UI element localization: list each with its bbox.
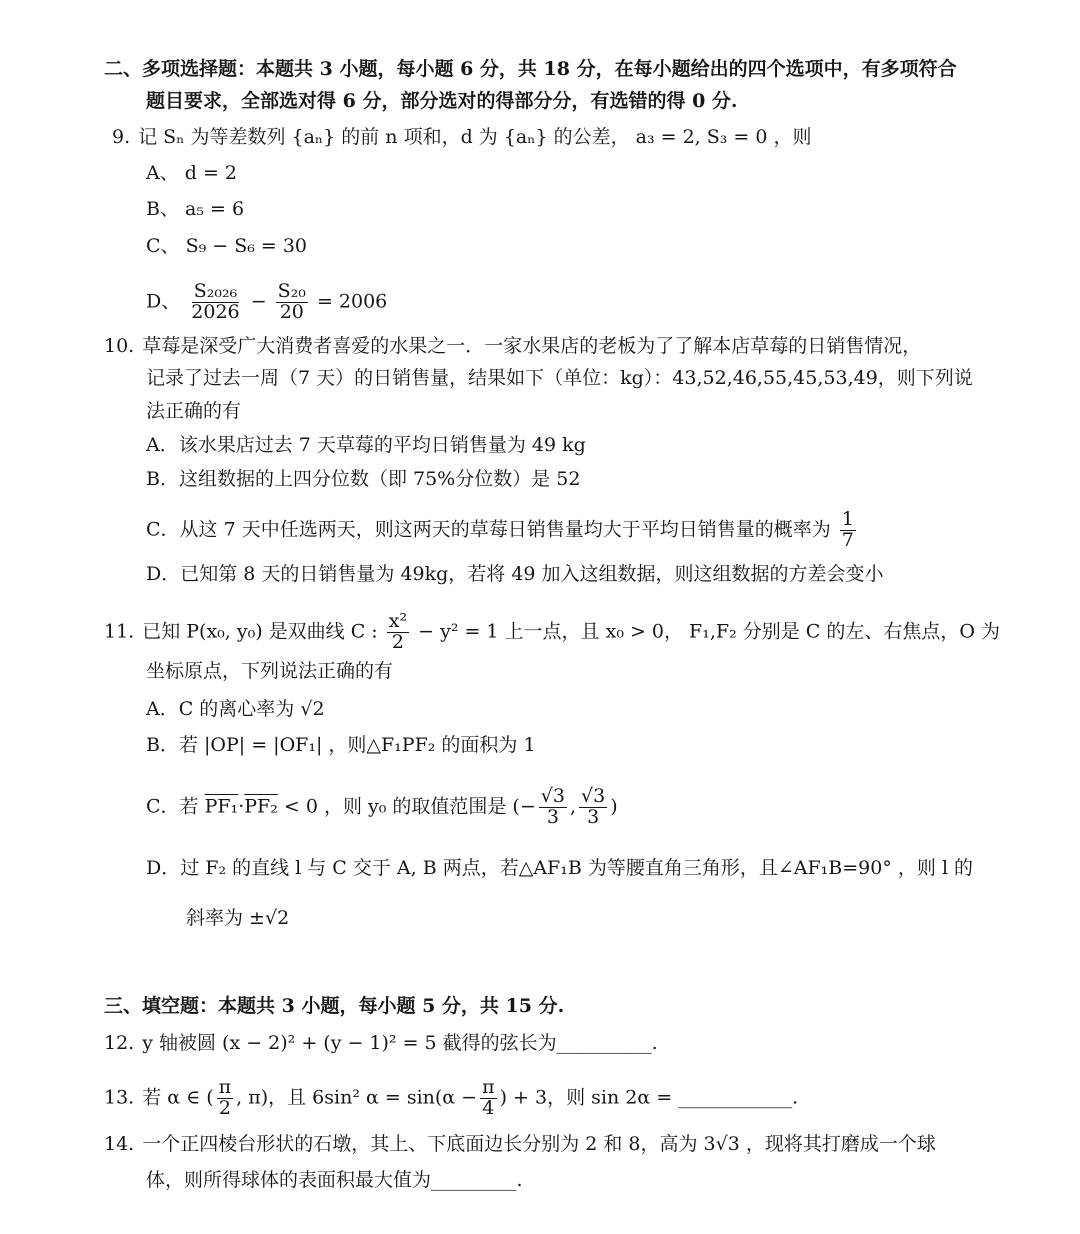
q11-option-a: A．C 的离心率为 √2 (146, 698, 325, 720)
q11-option-b: B．若 |OP| = |OF₁| ，则△F₁PF₂ 的面积为 1 (146, 734, 536, 756)
q10-c-den: 7 (841, 528, 854, 551)
q9-d-minus: − (250, 290, 267, 313)
q11-number: 11. (104, 620, 135, 643)
q9-d-frac2-den: 20 (279, 300, 304, 323)
q9-option-d-label: D、 (146, 290, 181, 313)
q11-option-c-a: C．若 (146, 795, 199, 818)
q13-text-c: ) + 3，则 sin 2α = ____________. (499, 1086, 799, 1109)
q9-stem: 记 Sₙ 为等差数列 {aₙ} 的前 n 项和，d 为 {aₙ} 的公差， a₃ = 2, S₃ = 0 ，则 (138, 126, 812, 148)
q13-fraction-2 (480, 1078, 497, 1119)
q10-option-a: A．该水果店过去 7 天草莓的平均日销售量为 49 kg (146, 434, 586, 456)
q14-text-line1: 一个正四棱台形状的石墩，其上、下底面边长分别为 2 和 8，高为 3√3 ，现将其打磨成一个球 (142, 1133, 936, 1155)
q11-vector-pf1: PF₁ (204, 795, 239, 818)
q9-d-frac2-num: S₂₀ (277, 280, 306, 302)
q11-c-den2: 3 (587, 805, 600, 828)
q9-option-b: B、 a₅ = 6 (146, 198, 245, 220)
q9-d-frac1-den: 2026 (191, 300, 240, 323)
q10-option-d: D．已知第 8 天的日销售量为 49kg，若将 49 加入这组数据，则这组数据的方差会变小 (146, 563, 884, 585)
q9-option-a: A、 d = 2 (146, 162, 238, 184)
q13-f1-den: 2 (218, 1096, 231, 1119)
q13-f2-num: π (482, 1076, 495, 1098)
q13-text-b: , π)，且 6sin² α = sin(α − (236, 1086, 478, 1109)
q13-number: 13. (104, 1086, 135, 1109)
q10-text-line1: 草莓是深受广大消费者喜爱的水果之一．一家水果店的老板为了了解本店草莓的日销售情况， (142, 335, 922, 357)
q11-stem-den: 2 (391, 630, 404, 653)
q11-stem-line (104, 612, 1000, 653)
q14-number: 14. (104, 1133, 135, 1155)
q10-c-num: 1 (841, 508, 854, 530)
q11-option-d-line1: D．过 F₂ 的直线 l 与 C 交于 A, B 两点，若△AF₁B 为等腰直角三角形，且∠AF₁B=90° ，则 l 的 (146, 857, 974, 879)
q13-fraction-1 (217, 1078, 234, 1119)
q10-line2: 记录了过去一周（7 天）的日销售量，结果如下（单位：kg）：43,52,46,55,45,53,49，则下列说 (146, 367, 973, 389)
q9-d-frac1-num: S₂₀₂₆ (193, 280, 238, 302)
q11-option-c-b: < 0 ，则 y₀ 的取值范围是 (− (283, 795, 536, 818)
q11-c-close: ) (610, 795, 618, 818)
q14-line1 (104, 1131, 936, 1157)
q11-stem-b: − y² = 1 上一点，且 x₀ > 0， F₁,F₂ 分别是 C 的左、右焦点，O 为 (418, 620, 1000, 643)
q10-c-fraction (840, 510, 856, 551)
q9-option-c: C、 S₉ − S₆ = 30 (146, 235, 308, 257)
q11-c-fraction-1 (539, 787, 567, 828)
q9-d-rest: = 2006 (316, 290, 388, 313)
q11-line2: 坐标原点，下列说法正确的有 (146, 660, 394, 682)
q11-c-comma: , (569, 795, 577, 818)
q14-line2: 体，则所得球体的表面积最大值为_________. (146, 1169, 523, 1191)
q9-d-fraction-2 (276, 282, 308, 323)
q10-line1 (104, 333, 921, 359)
q11-stem-fraction (387, 612, 409, 653)
q11-c-num2: √3 (581, 785, 606, 807)
section3-heading: 三、填空题：本题共 3 小题，每小题 5 分，共 15 分. (104, 995, 565, 1017)
q10-number: 10. (104, 335, 135, 357)
q11-option-d-line2: 斜率为 ±√2 (186, 907, 290, 929)
q12-line (104, 1030, 658, 1056)
q10-option-c (146, 510, 859, 551)
q10-line3: 法正确的有 (146, 400, 242, 422)
q11-c-den1: 3 (546, 805, 559, 828)
q11-c-fraction-2 (579, 787, 607, 828)
q13-line (104, 1078, 798, 1119)
q11-dot: · (238, 795, 245, 818)
q9-d-fraction-1 (189, 282, 241, 323)
q12-number: 12. (104, 1032, 135, 1054)
q9-option-d (146, 282, 387, 323)
q11-option-c (146, 787, 618, 828)
q10-option-b: B．这组数据的上四分位数（即 75%分位数）是 52 (146, 468, 581, 490)
section2-heading-line2: 题目要求，全部选对得 6 分，部分选对的得部分分，有选错的得 0 分. (146, 90, 738, 112)
q12-text: y 轴被圆 (x − 2)² + (y − 1)² = 5 截得的弦长为__________. (142, 1032, 658, 1054)
q11-c-num1: √3 (540, 785, 565, 807)
q10-option-c-text: C．从这 7 天中任选两天，则这两天的草莓日销售量均大于平均日销售量的概率为 (146, 518, 831, 541)
q13-f2-den: 4 (482, 1096, 495, 1119)
section2-heading-line1: 二、多项选择题：本题共 3 小题，每小题 6 分，共 18 分，在每小题给出的四个选项中，有多项符合 (104, 58, 957, 80)
q11-vector-pf2: PF₂ (244, 795, 278, 818)
q11-stem-a: 已知 P(x₀, y₀) 是双曲线 C : (142, 620, 378, 643)
q11-stem-num: x² (388, 610, 408, 632)
q13-f1-num: π (218, 1076, 232, 1098)
q9-number: 9. (112, 126, 131, 148)
q9-stem-line (112, 124, 812, 150)
q13-text-a: 若 α ∈ ( (142, 1086, 214, 1109)
